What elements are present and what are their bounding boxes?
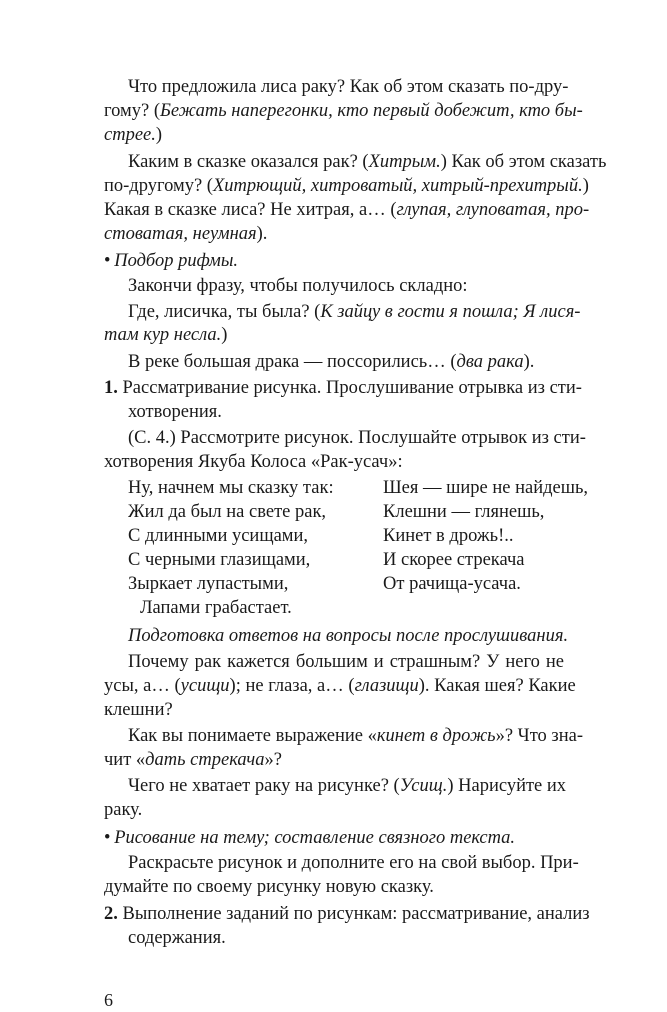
paragraph-line: стоватая, неумная).	[104, 224, 268, 244]
paragraph-line: хотворения Якуба Колоса «Рак-усач»:	[104, 452, 403, 472]
paragraph-line: чит «дать стрекача»?	[104, 750, 282, 770]
poem-line: Кинет в дрожь!..	[383, 526, 514, 546]
paragraph-line: клешни?	[104, 700, 173, 720]
paragraph-line: думайте по своему рисунку новую сказку.	[104, 877, 434, 897]
paragraph-line: там кур несла.)	[104, 325, 228, 345]
paragraph-line: Чего не хватает раку на рисунке? (Усищ.) Нарисуйте их	[128, 776, 567, 796]
poem-line: От рачища-усача.	[383, 574, 521, 594]
poem-line: И скорее стрекача	[383, 550, 525, 570]
paragraph-line: стрее.)	[104, 125, 163, 145]
paragraph-line: В реке большая драка — поссорились… (два рака).	[128, 352, 535, 372]
task-line: содержания.	[128, 928, 226, 948]
section-heading: • Рисование на тему; составление связного текста.	[104, 828, 516, 848]
paragraph-line: (С. 4.) Рассмотрите рисунок. Послушайте отрывок из сти-	[128, 428, 586, 448]
poem-line: Зыркает лупастыми,	[128, 574, 289, 594]
poem-line: Шея — шире не найдешь,	[383, 478, 589, 498]
paragraph-line: Закончи фразу, чтобы получилось складно:	[128, 276, 468, 296]
task-line: 1. Рассматривание рисунка. Прослушивание отрывка из сти-	[104, 378, 582, 398]
task-line: хотворения.	[128, 402, 222, 422]
section-heading: • Подбор рифмы.	[104, 251, 239, 271]
poem-line: Клешни — глянешь,	[383, 502, 545, 522]
paragraph-line: по-другому? (Хитрющий, хитроватый, хитрый-прехитрый.)	[104, 176, 589, 196]
paragraph-line: Где, лисичка, ты была? (К зайцу в гости я пошла; Я лися-	[128, 302, 581, 322]
poem-line: С длинными усищами,	[128, 526, 309, 546]
subheading: Подготовка ответов на вопросы после прослушивания.	[128, 626, 569, 646]
task-line: 2. Выполнение заданий по рисункам: рассматривание, анализ	[104, 904, 590, 924]
page-number: 6	[104, 990, 113, 1010]
poem-line: Ну, начнем мы сказку так:	[128, 478, 334, 498]
paragraph-line: Какая в сказке лиса? Не хитрая, а… (глупая, глуповатая, про-	[104, 200, 590, 220]
paragraph-line: гому? (Бежать наперегонки, кто первый добежит, кто бы-	[104, 101, 583, 121]
paragraph-line: Каким в сказке оказался рак? (Хитрым.) Как об этом сказать	[128, 152, 607, 172]
poem-line: Лапами грабастает.	[140, 598, 292, 618]
paragraph-line: Почему рак кажется большим и страшным? У него не	[128, 652, 564, 672]
bullet-icon: •	[104, 828, 111, 848]
poem-line: С черными глазищами,	[128, 550, 311, 570]
paragraph-line: раку.	[104, 800, 143, 820]
paragraph-line: Как вы понимаете выражение «кинет в дрожь»? Что зна-	[128, 726, 583, 746]
paragraph-line: Что предложила лиса раку? Как об этом сказать по-дру-	[128, 77, 569, 97]
poem-line: Жил да был на свете рак,	[128, 502, 327, 522]
paragraph-line: усы, а… (усищи); не глаза, а… (глазищи). Какая шея? Какие	[104, 676, 576, 696]
paragraph-line: Раскрасьте рисунок и дополните его на свой выбор. При-	[128, 853, 579, 873]
bullet-icon: •	[104, 251, 111, 271]
